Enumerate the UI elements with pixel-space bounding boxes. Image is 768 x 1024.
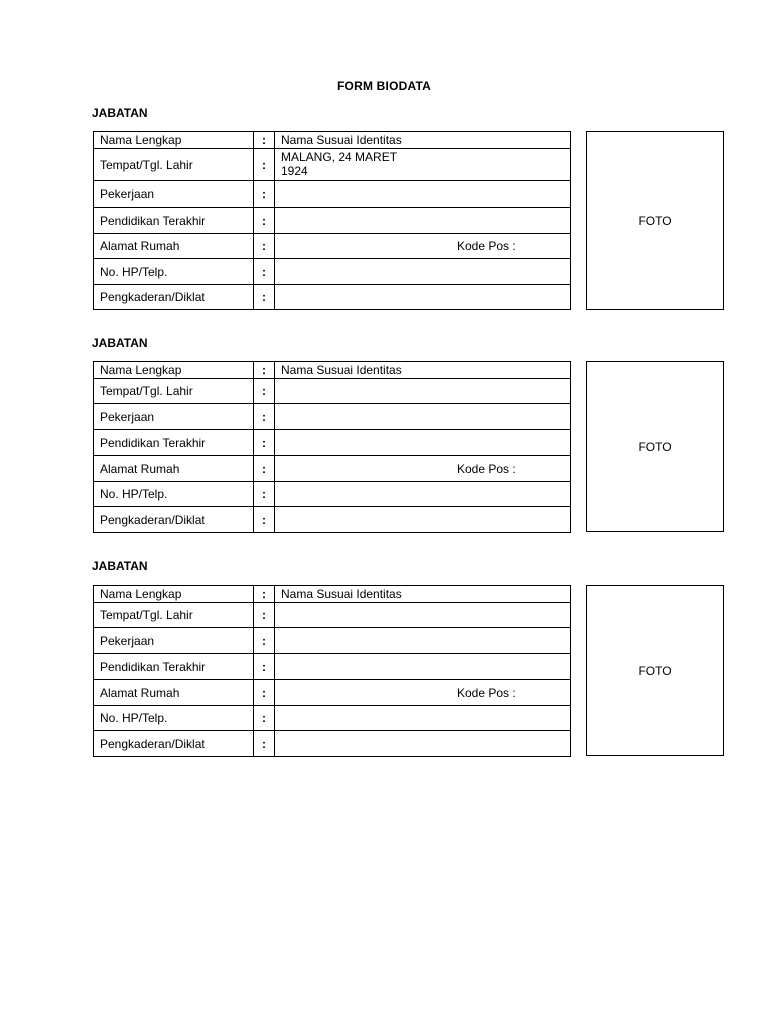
field-label: Pekerjaan — [94, 181, 254, 208]
biodata-table — [93, 361, 571, 533]
kode-pos-label: Kode Pos : — [457, 239, 516, 253]
photo-box[interactable] — [586, 131, 724, 310]
tempat-tgl-lahir-field[interactable]: MALANG, 24 MARET 1924 — [275, 149, 571, 181]
field-label: Pendidikan Terakhir — [94, 208, 254, 234]
field-colon: : — [254, 507, 275, 533]
field-label: Alamat Rumah — [94, 456, 254, 482]
kode-pos-label: Kode Pos : — [457, 685, 516, 700]
field-label: No. HP/Telp. — [94, 482, 254, 507]
field-colon: : — [254, 149, 275, 181]
row-no-hp — [94, 259, 571, 285]
field-label: Tempat/Tgl. Lahir — [94, 603, 254, 628]
pendidikan-terakhir-field[interactable] — [275, 654, 571, 680]
field-colon: : — [254, 379, 275, 404]
field-label: Alamat Rumah — [94, 234, 254, 259]
field-colon: : — [254, 430, 275, 456]
row-pendidikan-terakhir — [94, 430, 571, 456]
field-colon: : — [254, 586, 275, 603]
row-pendidikan-terakhir — [94, 654, 571, 680]
row-nama-lengkap — [94, 586, 571, 603]
field-colon: : — [254, 482, 275, 507]
field-colon: : — [254, 628, 275, 654]
field-label: Tempat/Tgl. Lahir — [94, 379, 254, 404]
pendidikan-terakhir-field[interactable] — [275, 208, 571, 234]
field-colon: : — [254, 680, 275, 706]
no-hp-field[interactable] — [275, 706, 571, 731]
form-title: FORM BIODATA — [337, 79, 431, 93]
field-label: Nama Lengkap — [94, 132, 254, 149]
nama-lengkap-field[interactable]: Nama Susuai Identitas — [275, 362, 571, 379]
pekerjaan-field[interactable] — [275, 404, 571, 430]
biodata-table — [93, 131, 571, 310]
field-label: Alamat Rumah — [94, 680, 254, 706]
row-no-hp — [94, 482, 571, 507]
field-colon: : — [254, 234, 275, 259]
row-nama-lengkap — [94, 362, 571, 379]
alamat-rumah-field[interactable] — [275, 234, 571, 259]
row-alamat-rumah — [94, 234, 571, 259]
field-colon: : — [254, 362, 275, 379]
field-label: Pengkaderan/Diklat — [94, 731, 254, 757]
field-colon: : — [254, 404, 275, 430]
row-pekerjaan — [94, 628, 571, 654]
nama-lengkap-field[interactable]: Nama Susuai Identitas — [275, 132, 571, 149]
field-label: No. HP/Telp. — [94, 259, 254, 285]
field-colon: : — [254, 731, 275, 757]
no-hp-field[interactable] — [275, 259, 571, 285]
field-label: Pekerjaan — [94, 628, 254, 654]
jabatan-heading: JABATAN — [92, 336, 148, 350]
row-tempat-tgl-lahir — [94, 603, 571, 628]
field-label: Tempat/Tgl. Lahir — [94, 149, 254, 181]
tempat-tgl-lahir-field[interactable] — [275, 603, 571, 628]
alamat-rumah-field[interactable] — [275, 456, 571, 482]
photo-label: FOTO — [638, 213, 672, 228]
field-colon: : — [254, 181, 275, 208]
field-colon: : — [254, 456, 275, 482]
photo-box[interactable] — [586, 585, 724, 756]
field-colon: : — [254, 654, 275, 680]
pengkaderan-diklat-field[interactable] — [275, 285, 571, 310]
photo-label: FOTO — [638, 663, 672, 678]
field-label: Pendidikan Terakhir — [94, 430, 254, 456]
tempat-tgl-lahir-field[interactable] — [275, 379, 571, 404]
field-colon: : — [254, 706, 275, 731]
field-label: Nama Lengkap — [94, 362, 254, 379]
pengkaderan-diklat-field[interactable] — [275, 507, 571, 533]
pengkaderan-diklat-field[interactable] — [275, 731, 571, 757]
pekerjaan-field[interactable] — [275, 628, 571, 654]
row-no-hp — [94, 706, 571, 731]
field-label: Pekerjaan — [94, 404, 254, 430]
row-pengkaderan-diklat — [94, 731, 571, 757]
row-pekerjaan — [94, 181, 571, 208]
jabatan-heading: JABATAN — [92, 559, 148, 573]
field-label: Nama Lengkap — [94, 586, 254, 603]
field-colon: : — [254, 259, 275, 285]
row-pekerjaan — [94, 404, 571, 430]
field-label: Pendidikan Terakhir — [94, 654, 254, 680]
row-tempat-tgl-lahir — [94, 379, 571, 404]
field-colon: : — [254, 603, 275, 628]
row-pengkaderan-diklat — [94, 285, 571, 310]
field-colon: : — [254, 208, 275, 234]
row-nama-lengkap — [94, 132, 571, 149]
pendidikan-terakhir-field[interactable] — [275, 430, 571, 456]
no-hp-field[interactable] — [275, 482, 571, 507]
nama-lengkap-field[interactable]: Nama Susuai Identitas — [275, 586, 571, 603]
pekerjaan-field[interactable] — [275, 181, 571, 208]
field-label: No. HP/Telp. — [94, 706, 254, 731]
field-label: Pengkaderan/Diklat — [94, 507, 254, 533]
photo-box[interactable] — [586, 361, 724, 532]
field-colon: : — [254, 285, 275, 310]
row-alamat-rumah — [94, 680, 571, 706]
jabatan-heading: JABATAN — [92, 106, 148, 120]
row-alamat-rumah — [94, 456, 571, 482]
field-colon: : — [254, 132, 275, 149]
row-tempat-tgl-lahir — [94, 149, 571, 181]
alamat-rumah-field[interactable] — [275, 680, 571, 706]
biodata-table — [93, 585, 571, 757]
photo-label: FOTO — [638, 439, 672, 454]
row-pengkaderan-diklat — [94, 507, 571, 533]
kode-pos-label: Kode Pos : — [457, 461, 516, 476]
row-pendidikan-terakhir — [94, 208, 571, 234]
field-label: Pengkaderan/Diklat — [94, 285, 254, 310]
